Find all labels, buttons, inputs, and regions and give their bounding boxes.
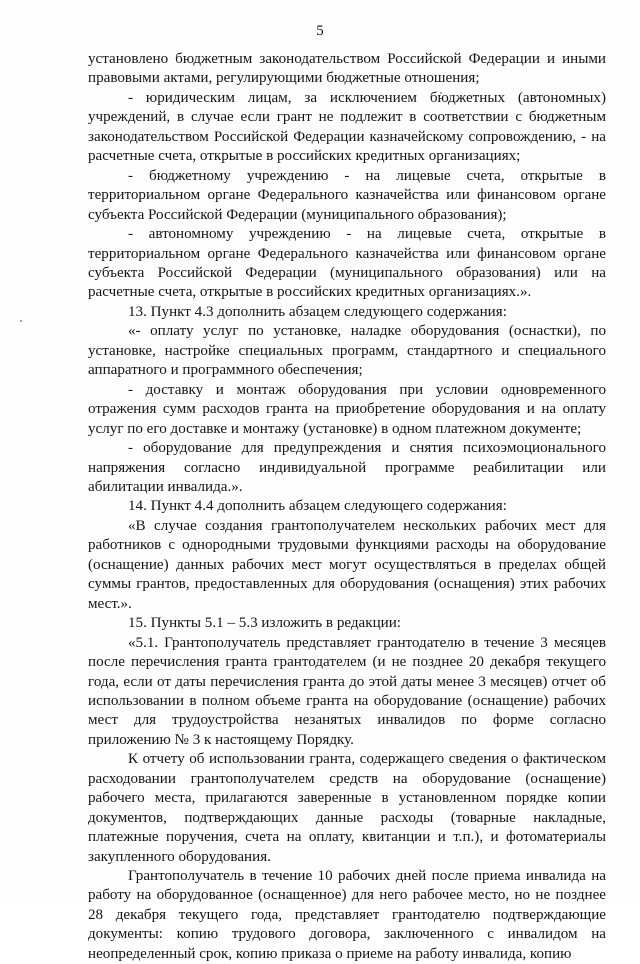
paragraph-continuation: установлено бюджетным законодательством Российской Федерации и иными правовыми актами, регулирующими бюджетные отношения;: [88, 51, 606, 87]
document-body: [88, 50, 606, 964]
paragraph-legal-entities: - юридическим лицам, за исключением бюджетных (автономных) учреждений, в случае если грант не подлежит в соответствии с бюджетным законодательством Российской Федерации казначейскому сопровождению, - на расчетные счета, открытые в российских кредитных организациях;: [88, 89, 606, 165]
paragraph-delivery-mounting: - доставку и монтаж оборудования при условии одновременного отражения сумм расходов гранта на приобретение оборудования и на оплату услуг по его доставке и монтажу (установке) в одном платежном документе;: [88, 381, 606, 437]
paragraph-item-13: 13. Пункт 4.3 дополнить абзацем следующего содержания:: [128, 303, 507, 320]
paragraph-report-attachments: К отчету об использовании гранта, содержащего сведения о фактическом расходовании грантополучателем средств на оборудование (оснащение) рабочего места, прилагаются заверенные в установленном порядке копии документов, подтверждающих данные расходы (товарные накладные, платежные поручения, счета на оплату, квитанции и т.п.), и фотоматериалы закупленного оборудования.: [88, 751, 606, 865]
paragraph-item-15: 15. Пункты 5.1 – 5.3 изложить в редакции:: [128, 615, 401, 632]
paragraph-item-14: 14. Пункт 4.4 дополнить абзацем следующего содержания:: [128, 498, 507, 515]
paragraph-multiple-workplaces: «В случае создания грантополучателем нескольких рабочих мест для работников с однородными трудовыми функциями расходы на оборудование (оснащение) данных рабочих мест могут осуществляться в пределах общей суммы грантов, предоставленных для оборудования (оснащения) этих рабочих мест.».: [88, 517, 606, 612]
paragraph-grantee-documents: Грантополучатель в течение 10 рабочих дней после приема инвалида на работу на оборудованное (оснащенное) для него рабочее место, но не позднее 28 декабря текущего года, представляет грантодателю подтверждающие документы: копию трудового договора, заключенного с инвалидом на неопределенный срок, копию приказа о приеме на работу инвалида, копию: [88, 868, 606, 962]
paragraph-autonomous-institution: - автономному учреждению - на лицевые счета, открытые в территориальном органе Федерального казначейства или финансовом органе субъекта Российской Федерации (муниципального образования) или на расчетные счета, открытые в российских кредитных организациях.».: [88, 226, 606, 301]
paragraph-clause-5-1: «5.1. Грантополучатель представляет грантодателю в течение 3 месяцев после перечисления гранта грантодателем (и не позднее 20 декабря текущего года, если от даты перечисления гранта до этой даты менее 3 месяцев) отчет об использовании в полном объеме гранта на оборудование (оснащение) рабочих мест для трудоустройства незанятых инвалидов по форме согласно приложению № 3 к настоящему Порядку.: [88, 634, 606, 748]
paragraph-installation-services: «- оплату услуг по установке, наладке оборудования (оснастки), по установке, настройке специальных программ, стандартного и специального аппаратного и программного обеспечения;: [88, 323, 606, 379]
scan-speck: [20, 320, 22, 322]
paragraph-budget-institution: - бюджетному учреждению - на лицевые счета, открытые в территориальном органе Федерального казначейства или финансовом органе субъекта Российской Федерации (муниципального образования);: [88, 167, 606, 223]
paragraph-equipment-rehabilitation: - оборудование для предупреждения и снятия психоэмоционального напряжения согласно индивидуальной программе реабилитации или абилитации инвалида.».: [88, 440, 606, 495]
page-number: 5: [316, 23, 324, 39]
